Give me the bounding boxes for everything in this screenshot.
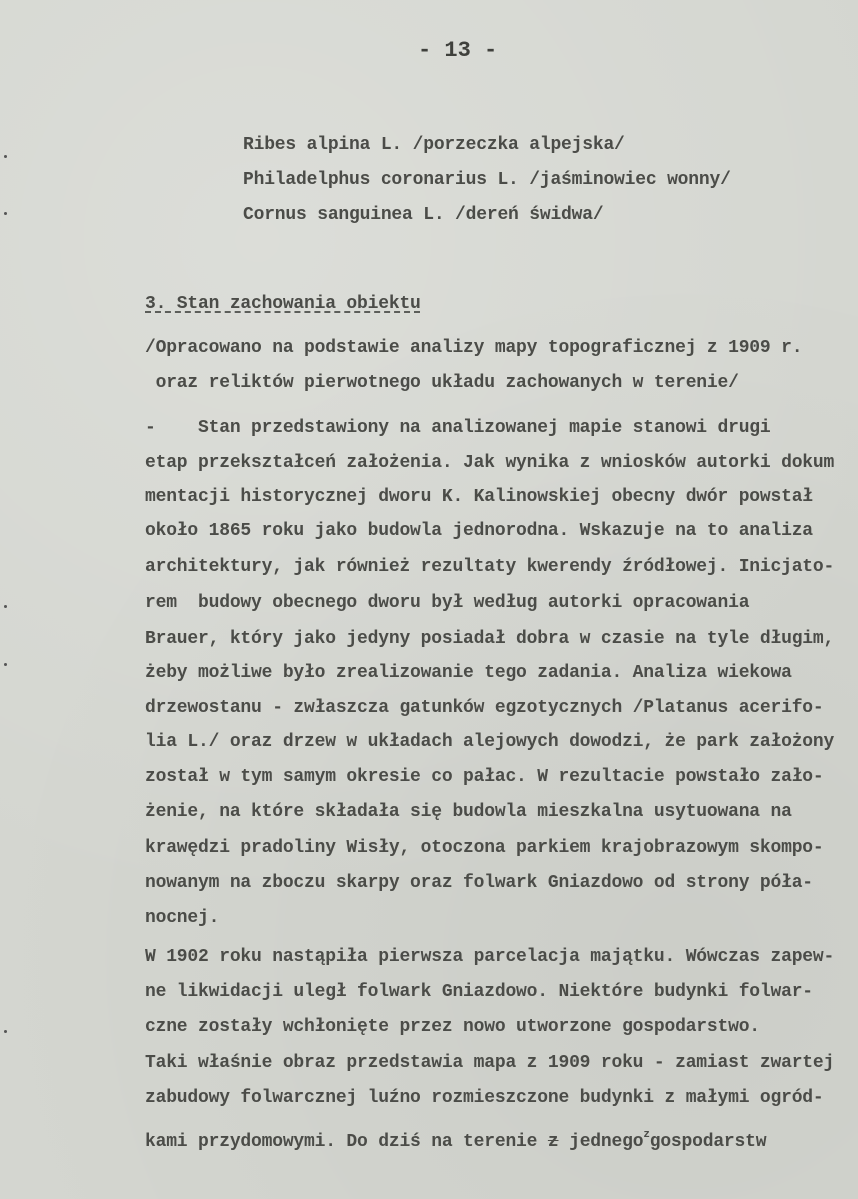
body-line: żeby możliwe było zrealizowanie tego zadania. Analiza wiekowa bbox=[145, 663, 792, 683]
text: gospodarstw bbox=[649, 1132, 767, 1152]
margin-mark bbox=[4, 212, 7, 215]
body-line: etap przekształceń założenia. Jak wynika z wniosków autorki dokum bbox=[145, 453, 835, 473]
body-line: nowanym na zboczu skarpy oraz folwark Gniazdowo od strony póła- bbox=[145, 873, 813, 893]
note-line: /Opracowano na podstawie analizy mapy topograficznej z 1909 r. bbox=[145, 338, 803, 358]
margin-mark bbox=[4, 155, 7, 158]
section-heading: 3. Stan zachowania obiektu bbox=[145, 294, 421, 314]
body-line: rem budowy obecnego dworu był według autorki opracowania bbox=[145, 593, 750, 613]
body-line: mentacji historycznej dworu K. Kalinowskiej obecny dwór powstał bbox=[145, 487, 813, 507]
body-line: W 1902 roku nastąpiła pierwsza parcelacja majątku. Wówczas zapew- bbox=[145, 947, 835, 967]
body-line: lia L./ oraz drzew w układach alejowych dowodzi, że park założony bbox=[145, 732, 835, 752]
body-line: architektury, jak również rezultaty kwerendy źródłowej. Inicjato- bbox=[145, 557, 835, 577]
body-line: - Stan przedstawiony na analizowanej mapie stanowi drugi bbox=[145, 418, 771, 438]
note-line: oraz reliktów pierwotnego układu zachowanych w terenie/ bbox=[145, 373, 739, 393]
body-line: zabudowy folwarcznej luźno rozmieszczone budynki z małymi ogród- bbox=[145, 1088, 824, 1108]
body-line: krawędzi pradoliny Wisły, otoczona parkiem krajobrazowym skompo- bbox=[145, 838, 824, 858]
margin-mark bbox=[4, 663, 7, 666]
text: kami przydomowymi. Do dziś na terenie bbox=[145, 1132, 548, 1152]
body-line: ne likwidacji uległ folwark Gniazdowo. Niektóre budynki folwar- bbox=[145, 982, 813, 1002]
margin-mark bbox=[4, 1030, 7, 1033]
struck-correction: z bbox=[547, 1132, 559, 1152]
body-line: około 1865 roku jako budowla jednorodna. Wskazuje na to analiza bbox=[145, 521, 813, 541]
body-line: Taki właśnie obraz przedstawia mapa z 1909 roku - zamiast zwartej bbox=[145, 1053, 835, 1073]
page-number: - 13 - bbox=[418, 38, 498, 63]
plant-list-item: Philadelphus coronarius L. /jaśminowiec wonny/ bbox=[243, 170, 731, 190]
handwritten-correction: z bbox=[643, 1129, 650, 1141]
plant-list-item: Cornus sanguinea L. /dereń świdwa/ bbox=[243, 205, 604, 225]
body-line: czne zostały wchłonięte przez nowo utworzone gospodarstwo. bbox=[145, 1017, 760, 1037]
text: jednego bbox=[558, 1132, 644, 1152]
body-line: żenie, na które składała się budowla mieszkalna usytuowana na bbox=[145, 802, 792, 822]
body-line: został w tym samym okresie co pałac. W rezultacie powstało zało- bbox=[145, 767, 824, 787]
margin-mark bbox=[4, 605, 7, 608]
body-line: drzewostanu - zwłaszcza gatunków egzotycznych /Platanus acerifo- bbox=[145, 698, 824, 718]
body-line-last bbox=[145, 1125, 766, 1152]
plant-list-item: Ribes alpina L. /porzeczka alpejska/ bbox=[243, 135, 625, 155]
body-line: nocnej. bbox=[145, 908, 220, 928]
body-line: Brauer, który jako jedyny posiadał dobra w czasie na tyle długim, bbox=[145, 629, 835, 649]
